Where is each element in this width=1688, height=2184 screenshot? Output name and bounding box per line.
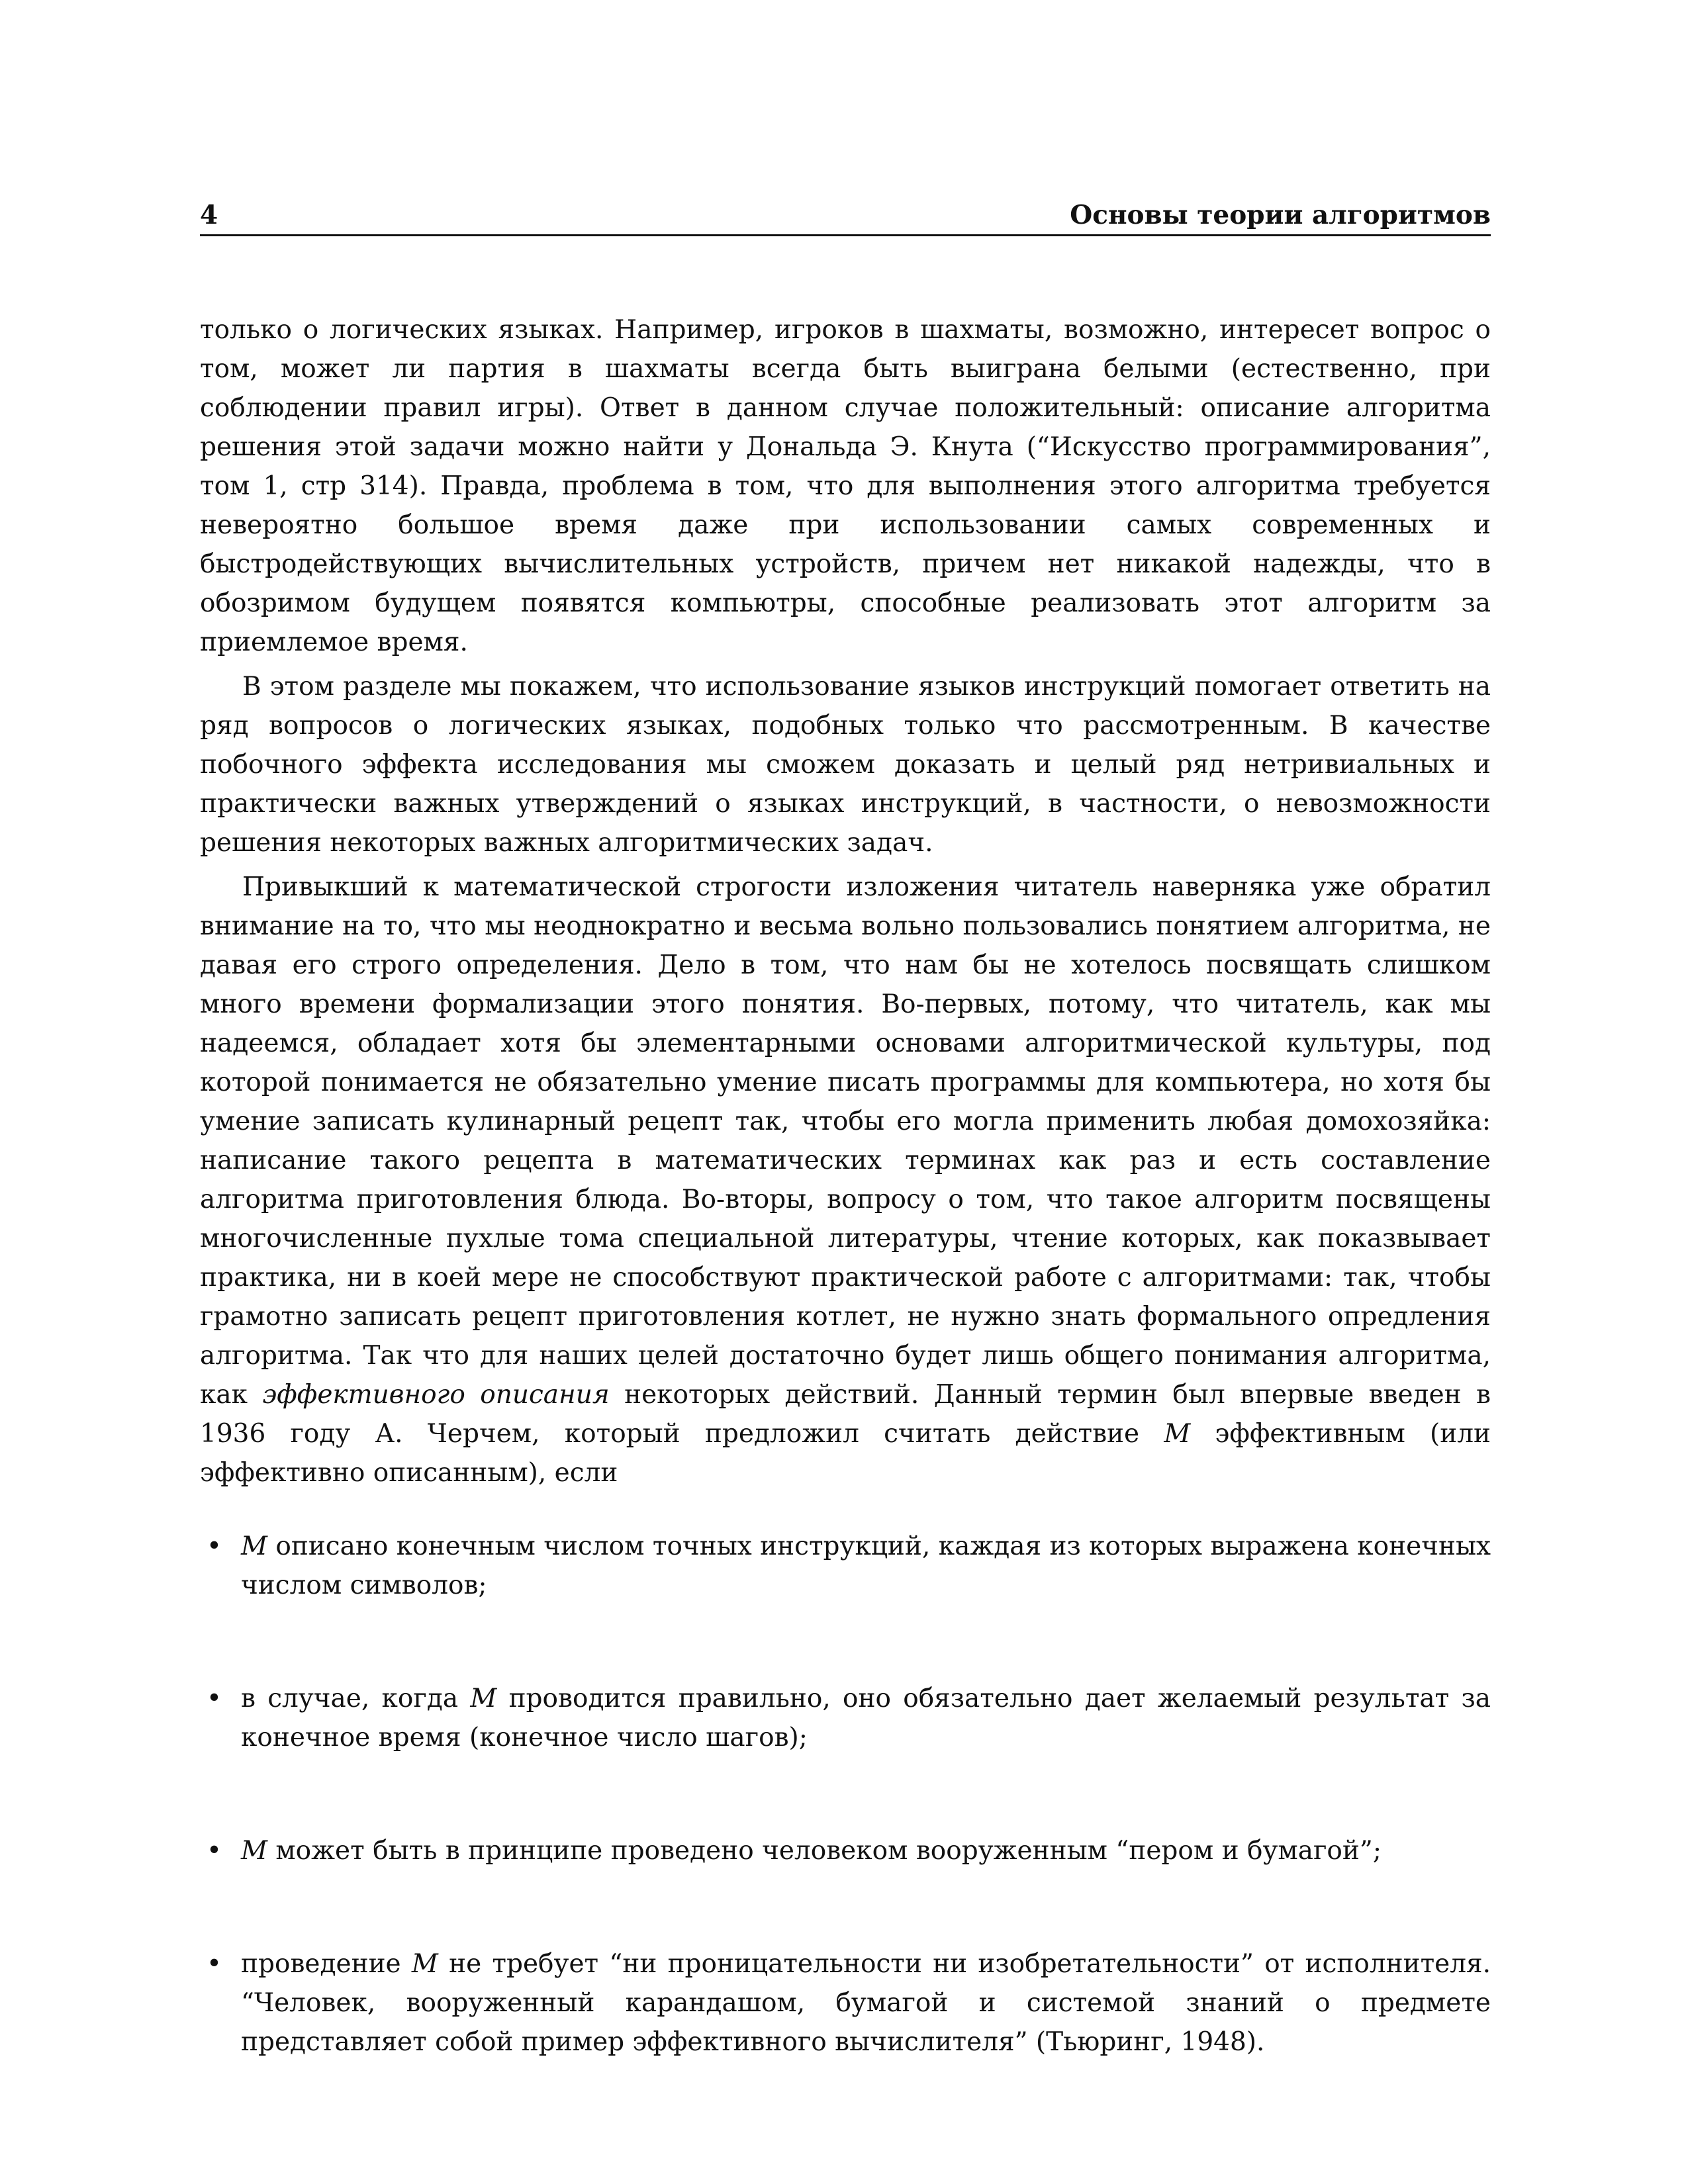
math-symbol: M [241,1836,267,1866]
paragraph-ending: эффективным (или эффективно описанным), если [200,1419,1491,1488]
condition-item [200,1527,1491,1605]
condition-text: описано конечным числом точных инструкций, каждая из которых выражена конечных числом символов; [241,1531,1491,1600]
condition-item [200,1679,1491,1757]
page-number: 4 [200,200,218,230]
condition-text: может быть в принципе проведено человеком вооруженным “пером и бумагой”; [275,1836,1382,1866]
math-symbol: M [1164,1419,1191,1449]
condition-lead: в случае, когда [241,1684,459,1713]
condition-item [200,1831,1491,1870]
main-text [200,310,1491,2062]
condition-text: не требует “ни проницательности ни изобретательности” от исполнителя. “Человек, вооруженный карандашом, бумагой и системой знаний о предмете представляет собой пример эффективного вычислителя” (Тьюринг, 1948). [241,1949,1491,2057]
paragraph-section-intro: В этом разделе мы покажем, что использование языков инструкций помогает ответить на ряд вопросов о логических языках, подобных только что рассмотренным. В качестве побочного эффекта исследования мы сможем доказать и целый ряд нетривиальных и практически важных утверждений о языках инструкций, в частности, о невозможности решения некоторых важных алгоритмических задач. [200,672,1491,858]
effective-method-conditions [200,1527,1491,2062]
running-header [200,199,1491,236]
bullet-icon: • [207,1531,222,1561]
math-symbol: M [411,1949,438,1979]
condition-text: проводится правильно, оно обязательно дает желаемый результат за конечное время (конечное число шагов); [241,1684,1491,1752]
math-symbol: M [241,1531,267,1561]
bullet-icon: • [207,1684,222,1713]
emphasized-term: эффективного описания [262,1380,610,1410]
condition-item [200,1944,1491,2062]
running-title: Основы теории алгоритмов [1070,200,1491,230]
paragraph-algorithm-notion [200,868,1491,1492]
bullet-icon: • [207,1949,222,1979]
book-page [200,199,1491,2062]
math-symbol: M [470,1684,497,1713]
bullet-icon: • [207,1836,222,1866]
paragraph-text-before-term: Привыкший к математической строгости изложения читатель наверняка уже обратил внимание на то, что мы неоднократно и весьма вольно пользовались понятием алгоритма, не давая его строго определения. Дело в том, что нам бы не хотелось посвящать слишком много времени формализации этого понятия. Во-первых, потому, что читатель, как мы надеемся, обладает хотя бы элементарными основами алгоритмической культуры, под которой понимается не обязательно умение писать программы для компьютера, но хотя бы умение записать кулинарный рецепт так, чтобы его могла применить любая домохозяйка: написание такого рецепта в математических терминах как раз и есть составление алгоритма приготовления блюда. Во-вторы, вопросу о том, что такое алгоритм посвящены многочисленные пухлые тома специальной литературы, чтение которых, как показвывает практика, ни в коей мере не способствуют практической работе с алгоритмами: так, чтобы грамотно записать рецепт приготовления котлет, не нужно знать формального опредления алгоритма. Так что для наших целей достаточно будет лишь общего понимания алгоритма, как [200,872,1491,1410]
paragraph-text-after-term: некоторых действий. Данный термин был впервые введен в 1936 году А. Черчем, который предложил считать действие [200,1380,1491,1449]
paragraph-continuation: только о логических языках. Например, игроков в шахматы, возможно, интересет вопрос о том, может ли партия в шахматы всегда быть выиграна белыми (естественно, при соблюдении правил игры). Ответ в данном случае положительный: описание алгоритма решения этой задачи можно найти у Дональда Э. Кнута (“Искусство программирования”, том 1, стр 314). Правда, проблема в том, что для выполнения этого алгоритма требуется невероятно большое время даже при использовании самых современных и быстродействующих вычислительных устройств, причем нет никакой надежды, что в обозримом будущем появятся компьютры, способные реализовать этот алгоритм за приемлемое время. [200,315,1491,657]
condition-lead: проведение [241,1949,401,1979]
